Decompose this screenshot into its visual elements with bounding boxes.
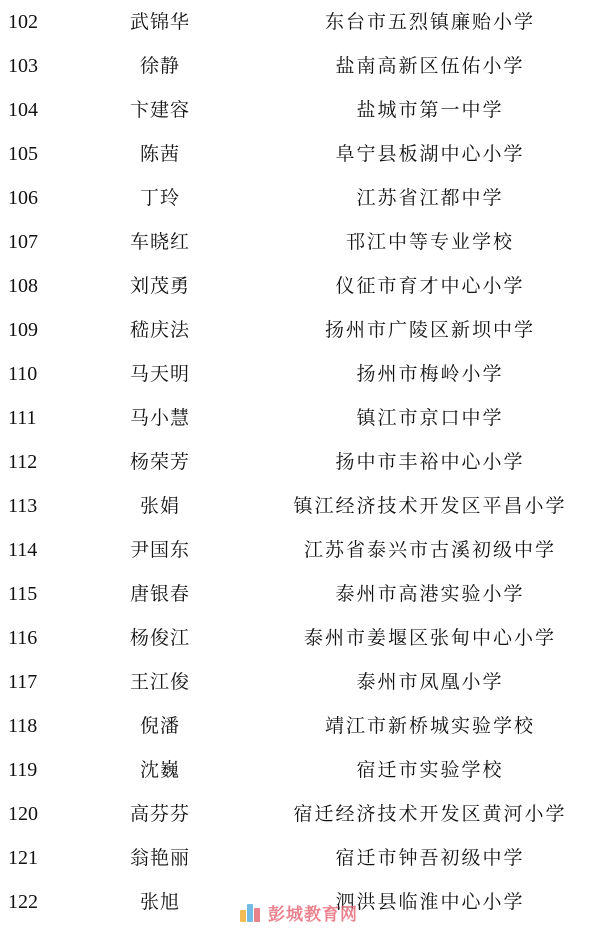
table-row <box>0 660 600 704</box>
row-number: 112 <box>8 451 38 473</box>
school-name: 扬州市梅岭小学 <box>356 363 504 385</box>
row-number: 111 <box>8 407 37 429</box>
table-row <box>0 396 600 440</box>
school-name: 靖江市新桥城实验学校 <box>324 715 535 737</box>
person-name: 尹国东 <box>129 539 190 561</box>
table-row <box>0 616 600 660</box>
school-name: 江苏省泰兴市古溪初级中学 <box>303 539 556 561</box>
row-number: 117 <box>8 671 38 693</box>
row-number: 106 <box>8 187 38 209</box>
row-number: 115 <box>8 583 38 605</box>
person-name: 马天明 <box>129 363 190 385</box>
person-name: 倪潘 <box>139 715 180 737</box>
row-number: 122 <box>8 891 38 913</box>
school-name: 盐南高新区伍佑小学 <box>335 55 525 77</box>
table-row <box>0 836 600 880</box>
table-row <box>0 308 600 352</box>
table-row <box>0 880 600 924</box>
row-number: 103 <box>8 55 38 77</box>
row-number: 114 <box>8 539 38 561</box>
person-name: 王江俊 <box>129 671 190 693</box>
school-name: 盐城市第一中学 <box>356 99 504 121</box>
table-row <box>0 748 600 792</box>
school-name: 扬中市丰裕中心小学 <box>335 451 525 473</box>
person-name: 丁玲 <box>139 187 180 209</box>
table-row <box>0 132 600 176</box>
row-number: 102 <box>8 11 38 33</box>
row-number: 105 <box>8 143 38 165</box>
row-number: 119 <box>8 759 38 781</box>
school-name: 宿迁市实验学校 <box>356 759 504 781</box>
table-row <box>0 0 600 44</box>
person-name: 张旭 <box>139 891 180 913</box>
table-row <box>0 440 600 484</box>
table-row <box>0 88 600 132</box>
school-name: 泰州市高港实验小学 <box>335 583 525 605</box>
school-name: 阜宁县板湖中心小学 <box>335 143 525 165</box>
table-row <box>0 220 600 264</box>
row-number: 104 <box>8 99 38 121</box>
person-name: 马小慧 <box>129 407 190 429</box>
school-name: 泗洪县临淮中心小学 <box>335 891 525 913</box>
person-name: 陈茜 <box>139 143 180 165</box>
person-name: 翁艳丽 <box>129 847 190 869</box>
person-name: 车晓红 <box>129 231 190 253</box>
school-name: 镇江市京口中学 <box>356 407 504 429</box>
person-name: 徐静 <box>139 55 180 77</box>
table-row <box>0 572 600 616</box>
table-row <box>0 792 600 836</box>
row-number: 120 <box>8 803 38 825</box>
person-name: 卞建容 <box>129 99 190 121</box>
row-number: 107 <box>8 231 38 253</box>
school-name: 泰州市凤凰小学 <box>356 671 504 693</box>
table-row <box>0 484 600 528</box>
person-name: 沈巍 <box>139 759 180 781</box>
person-name: 张娟 <box>139 495 180 517</box>
table-row <box>0 264 600 308</box>
table-row <box>0 44 600 88</box>
table-row <box>0 352 600 396</box>
person-name: 杨荣芳 <box>129 451 190 473</box>
person-name: 刘茂勇 <box>129 275 190 297</box>
school-name: 邗江中等专业学校 <box>345 231 514 253</box>
school-name: 泰州市姜堰区张甸中心小学 <box>303 627 556 649</box>
school-name: 东台市五烈镇廉贻小学 <box>324 11 535 33</box>
person-name: 唐银春 <box>129 583 190 605</box>
row-number: 109 <box>8 319 38 341</box>
school-name: 仪征市育才中心小学 <box>335 275 525 297</box>
row-number: 110 <box>8 363 38 385</box>
table-row <box>0 176 600 220</box>
school-name: 宿迁市钟吾初级中学 <box>335 847 525 869</box>
person-name: 嵇庆法 <box>129 319 190 341</box>
row-number: 113 <box>8 495 38 517</box>
row-number: 108 <box>8 275 38 297</box>
watermark-text: 彭城教育网 <box>268 904 358 925</box>
person-name: 杨俊江 <box>129 627 190 649</box>
school-name: 江苏省江都中学 <box>356 187 504 209</box>
school-name: 镇江经济技术开发区平昌小学 <box>293 495 567 517</box>
person-name: 高芬芬 <box>129 803 190 825</box>
row-number: 118 <box>8 715 38 737</box>
row-number: 121 <box>8 847 38 869</box>
school-name: 宿迁经济技术开发区黄河小学 <box>293 803 567 825</box>
row-number: 116 <box>8 627 38 649</box>
table-row <box>0 528 600 572</box>
person-name: 武锦华 <box>129 11 190 33</box>
school-name: 扬州市广陵区新坝中学 <box>324 319 535 341</box>
table-row <box>0 704 600 748</box>
